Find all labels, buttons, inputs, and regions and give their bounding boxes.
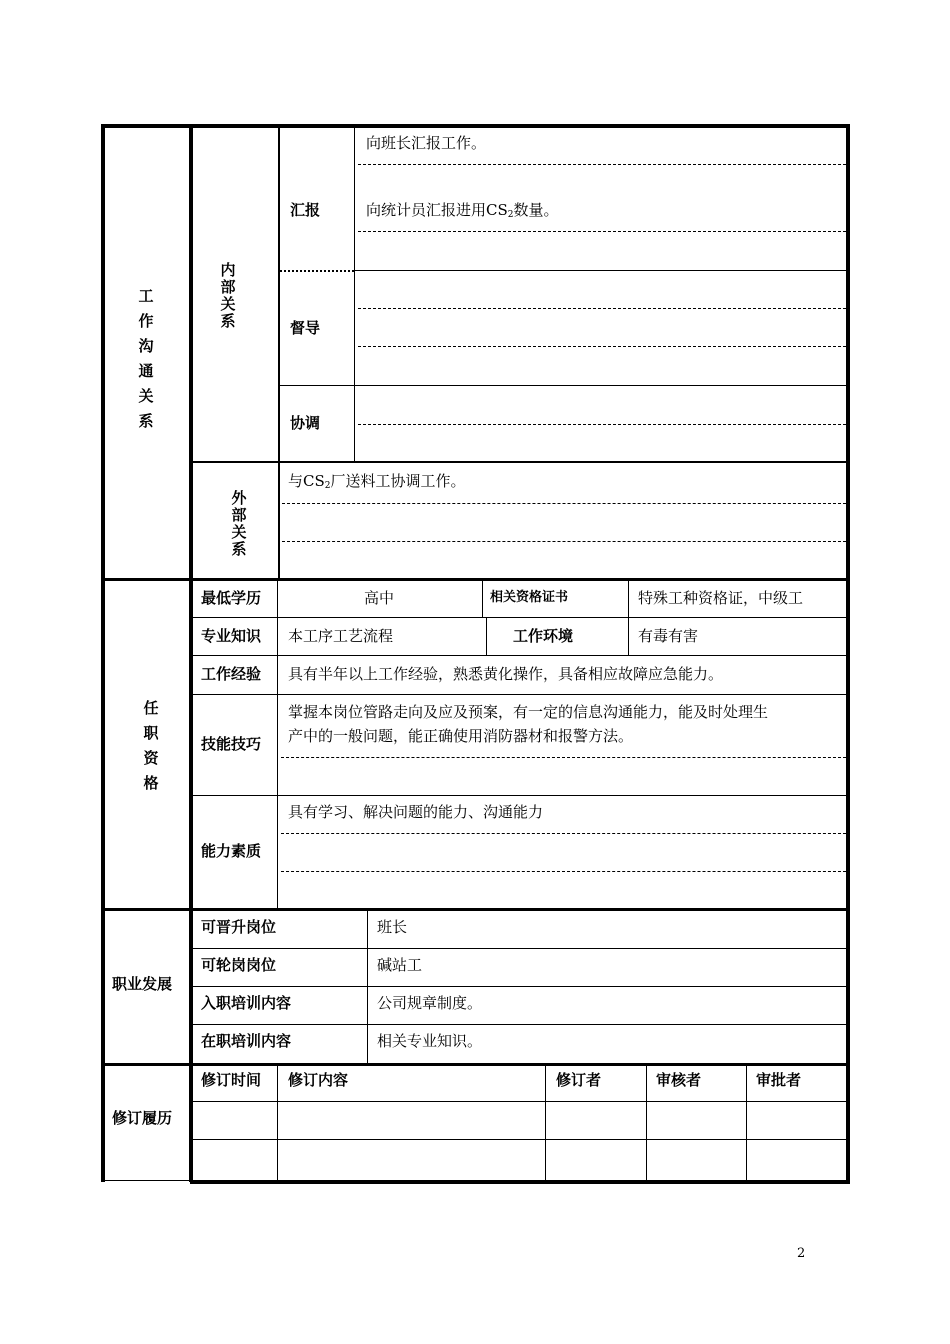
promotion-label: 可晋升岗位 bbox=[201, 918, 277, 936]
report-line-2: 向统计员汇报进用$CS_2$数量。 bbox=[366, 201, 559, 220]
certificate-label: 相关资格证书 bbox=[490, 590, 569, 605]
onjob-value: 相关专业知识。 bbox=[377, 1032, 483, 1050]
career-title: 职业发展 bbox=[112, 975, 173, 993]
min-education-label: 最低学历 bbox=[201, 589, 262, 607]
onboarding-value: 公司规章制度。 bbox=[377, 994, 483, 1012]
revision-header-reviewer: 审核者 bbox=[656, 1071, 702, 1089]
rotation-label: 可轮岗岗位 bbox=[201, 956, 277, 974]
revision-header-content: 修订内容 bbox=[288, 1071, 349, 1089]
communication-title bbox=[136, 284, 156, 434]
ability-value: 具有学习、解决问题的能力、沟通能力 bbox=[288, 803, 544, 821]
revision-title: 修订履历 bbox=[112, 1109, 173, 1127]
experience-value: 具有半年以上工作经验，熟悉黄化操作，具备相应故障应急能力。 bbox=[288, 665, 724, 683]
environment-label: 工作环境 bbox=[513, 627, 574, 645]
internal-relations-label: 内部关系 bbox=[220, 261, 236, 330]
communication-title-text: 工作沟通关系 bbox=[138, 287, 154, 430]
page-number: 2 bbox=[797, 1246, 806, 1261]
onboarding-label: 入职培训内容 bbox=[201, 994, 292, 1012]
knowledge-label: 专业知识 bbox=[201, 627, 262, 645]
qualification-title: 任职资格 bbox=[143, 699, 159, 792]
certificate-value: 特殊工种资格证，中级工 bbox=[638, 589, 804, 607]
rotation-value: 碱站工 bbox=[377, 956, 423, 974]
environment-value: 有毒有害 bbox=[638, 627, 699, 645]
revision-header-reviser: 修订者 bbox=[556, 1071, 602, 1089]
revision-header-approver: 审批者 bbox=[756, 1071, 802, 1089]
coordinate-label: 协调 bbox=[290, 414, 321, 432]
promotion-value: 班长 bbox=[377, 918, 408, 936]
ability-label: 能力素质 bbox=[201, 842, 262, 860]
report-line-1: 向班长汇报工作。 bbox=[366, 134, 487, 152]
revision-header-time: 修订时间 bbox=[201, 1071, 262, 1089]
skills-label: 技能技巧 bbox=[201, 735, 262, 753]
external-line-1: 与$CS_2$厂送料工协调工作。 bbox=[288, 472, 466, 491]
table-border-top bbox=[101, 124, 850, 128]
skills-line-1: 掌握本岗位管路走向及应及预案，有一定的信息沟通能力，能及时处理生 bbox=[288, 703, 769, 721]
table-border-bottom bbox=[190, 1180, 850, 1184]
external-relations-label: 外部关系 bbox=[231, 489, 247, 558]
onjob-label: 在职培训内容 bbox=[201, 1032, 292, 1050]
min-education-value: 高中 bbox=[364, 589, 395, 607]
knowledge-value: 本工序工艺流程 bbox=[288, 627, 394, 645]
table-border-left bbox=[101, 124, 105, 1182]
supervise-label: 督导 bbox=[290, 319, 321, 337]
table-border-right bbox=[846, 124, 850, 1184]
report-label: 汇报 bbox=[290, 201, 321, 219]
skills-line-2: 产中的一般问题，能正确使用消防器材和报警方法。 bbox=[288, 727, 634, 745]
experience-label: 工作经验 bbox=[201, 665, 262, 683]
